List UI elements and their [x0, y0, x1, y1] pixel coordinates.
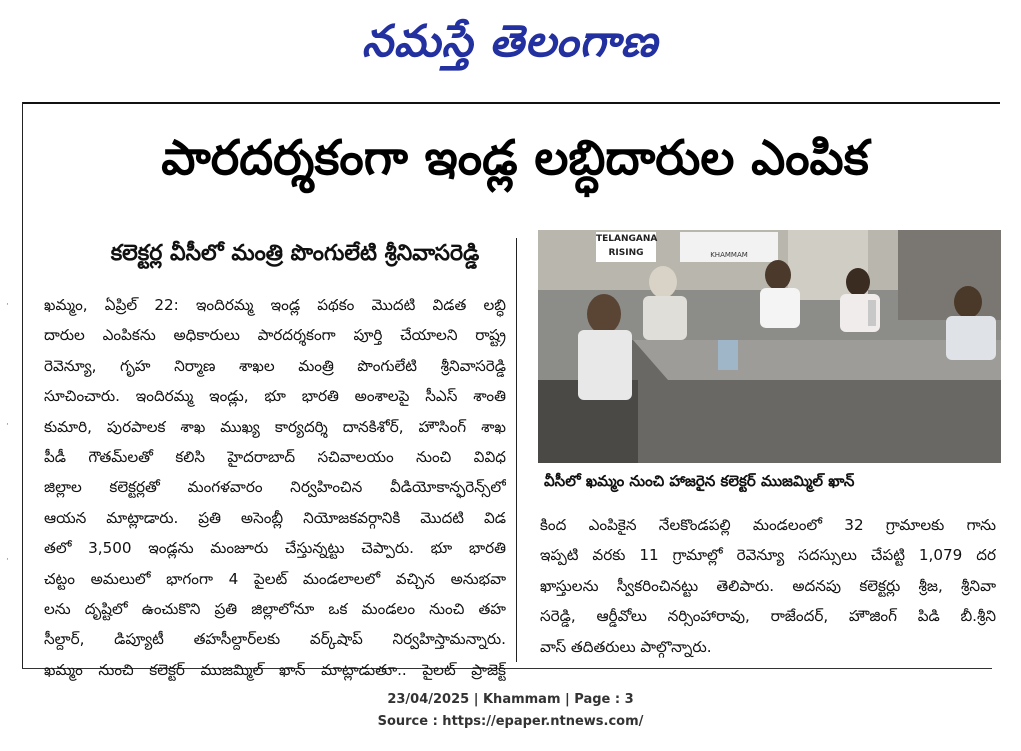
article-line: ఖమ్మం నుంచి కలెక్టర్ ముజమ్మిల్ ఖాన్ మాట్లాడుతూ.. పైలట్ ప్రాజెక్ట్: [44, 660, 506, 679]
left-border: [22, 102, 23, 668]
article-line: తలో 3,500 ఇండ్లను మంజూరు చేస్తున్నట్టు చెప్పారు. భూ భారతి: [44, 539, 506, 558]
article-line: సూచించారు. ఇందిరమ్మ ఇండ్లు, భూ భారతి అంశాలపై సీఎస్ శాంతి: [44, 387, 506, 406]
newspaper-masthead: [300, 4, 720, 80]
article-line: ఖమ్మం, ఏప్రిల్ 22: ఇందిరమ్మ ఇండ్ల పథకం మొదటి విడత లబ్ధి: [44, 296, 506, 314]
meeting-photo-illustration: [538, 230, 1001, 463]
article-line: చట్టం అమలులో భాగంగా 4 పైలట్ మండలాలలో వచ్చిన అనుభవా: [44, 569, 506, 588]
article-line: రెవెన్యూ, గృహ నిర్మాణ శాఖల మంత్రి పొంగులేటి శ్రీనివాసరెడ్డి: [44, 356, 506, 375]
article-line: సీల్దార్, డిప్యూటీ తహసీల్దార్‌లకు వర్క్‌షాప్ నిర్వహిస్తామన్నారు.: [44, 630, 506, 649]
article-line: ఇప్పటి వరకు 11 గ్రామాల్లో రెవెన్యూ సదస్సులు చేపట్టి 1,079 దర: [540, 546, 996, 565]
article-line: లను దృష్టిలో ఉంచుకొని ప్రతి జిల్లాలోనూ ఒక మండలం నుంచి తహ: [44, 599, 506, 618]
banner-logo-text: TELANGANA RISING: [596, 234, 658, 258]
article-right-column: [540, 510, 996, 662]
banner-location-text: KHAMMAM: [710, 251, 748, 259]
photo-caption: వీసీలో ఖమ్మం నుంచి హాజరైన కలెక్టర్ ముజమ్మిల్ ఖాన్: [544, 472, 855, 490]
article-line: సరెడ్డి, ఆర్డీవోలు నర్సింహారావు, రాజేందర్, హౌజింగ్ పిడి బీ.శ్రీని: [540, 607, 996, 626]
article-line: దారుల ఎంపికను అధికారులు పారదర్శకంగా పూర్తి చేయాలని రాష్ట్ర: [44, 326, 506, 345]
article-line: కింద ఎంపికైన నేలకొండపల్లి మండలంలో 32 గ్రామాలకు గాను: [540, 516, 996, 534]
masthead-title: నమస్తే తెలంగాణ: [361, 16, 659, 67]
article-left-column: [44, 290, 506, 685]
subheadline: కలెక్టర్ల వీసీలో మంత్రి పొంగులేటి శ్రీనివాసరెడ్డి: [110, 241, 480, 266]
article-line: ఆయన మాట్లాడారు. ప్రతి అసెంబ్లీ నియోజకవర్గానికి మొదటి విడ: [44, 508, 506, 527]
margin-mark: ·: [6, 420, 9, 430]
footer-dateline: 23/04/2025 | Khammam | Page : 3: [387, 692, 634, 707]
column-divider: [516, 238, 517, 662]
margin-mark: ·: [6, 300, 9, 310]
article-line: వాస్ తదితరులు పాల్గొన్నారు.: [540, 637, 712, 656]
margin-mark: ·: [6, 555, 9, 565]
footer-source-link[interactable]: Source : https://epaper.ntnews.com/: [377, 714, 644, 729]
headline: పారదర్శకంగా ఇండ్ల లబ్ధిదారుల ఎంపిక: [161, 130, 869, 186]
news-photo: [538, 230, 1001, 463]
article-line: కుమారి, పురపాలక శాఖ ముఖ్య కార్యదర్శి దానకిశోర్, హౌసింగ్ శాఖ: [44, 417, 506, 436]
article-line: ఖాస్తులను స్వీకరించినట్టు తెలిపారు. అదనపు కలెక్టర్లు శ్రీజ, శ్రీనివా: [540, 576, 996, 595]
article-line: జిల్లాల కలెక్టర్లతో మంగళవారం నిర్వహించిన వీడియోకాన్ఫరెన్స్‌లో: [44, 478, 506, 497]
top-divider: [22, 102, 1000, 104]
article-line: పీడీ గౌతమ్‌లతో కలిసి హైదరాబాద్ సచివాలయం నుంచి వివిధ: [44, 447, 506, 466]
